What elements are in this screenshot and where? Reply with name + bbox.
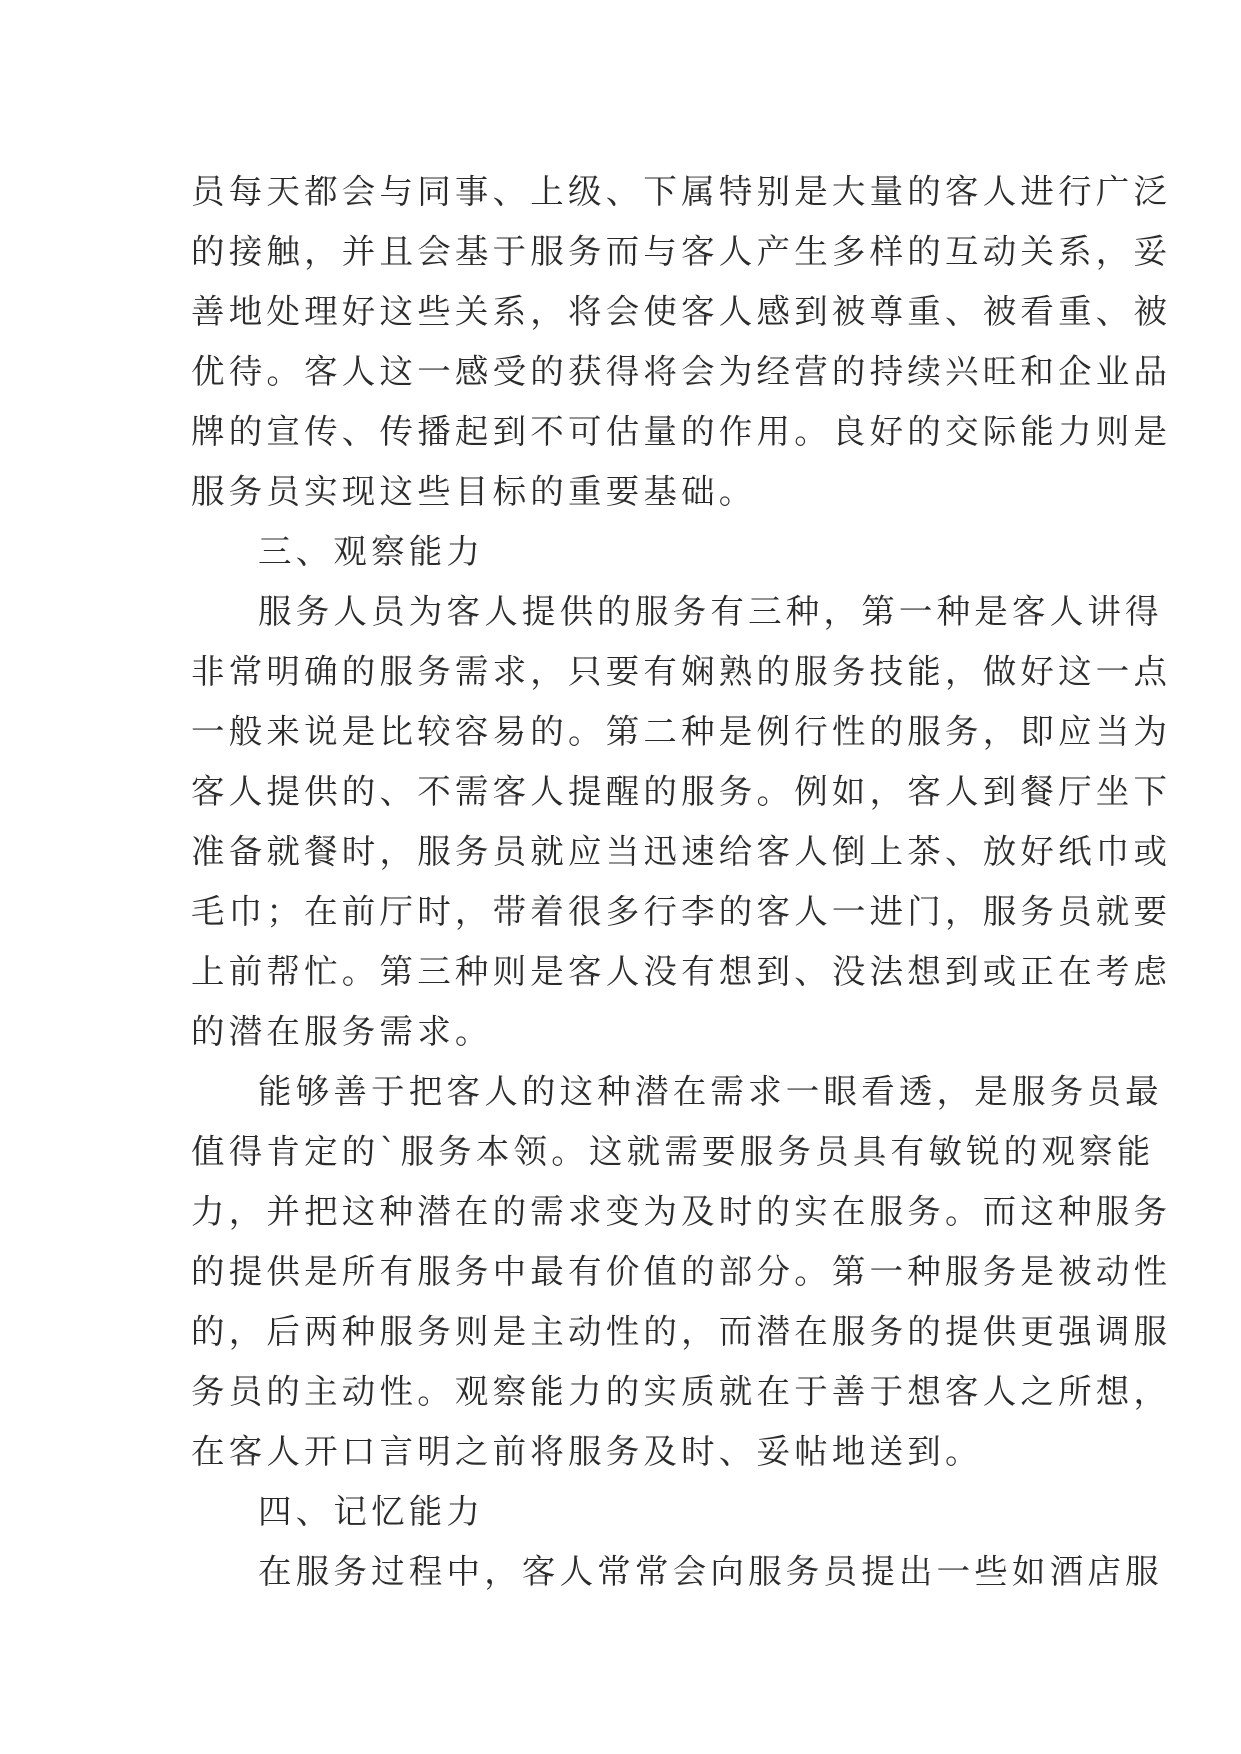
text-line: 客人提供的、不需客人提醒的服务。例如，客人到餐厅坐下 bbox=[191, 772, 1172, 811]
text-line: 的潜在服务需求。 bbox=[191, 1012, 493, 1051]
text-line: 的接触，并且会基于服务而与客人产生多样的互动关系，妥 bbox=[191, 232, 1172, 271]
text-line: 服务人员为客人提供的服务有三种，第一种是客人讲得 bbox=[258, 592, 1163, 631]
text-line: 善地处理好这些关系，将会使客人感到被尊重、被看重、被 bbox=[191, 292, 1172, 331]
text-line: 一般来说是比较容易的。第二种是例行性的服务，即应当为 bbox=[191, 712, 1172, 751]
text-line: 的提供是所有服务中最有价值的部分。第一种服务是被动性 bbox=[191, 1252, 1172, 1291]
text-line: 非常明确的服务需求，只要有娴熟的服务技能，做好这一点 bbox=[191, 652, 1172, 691]
text-line: 在服务过程中，客人常常会向服务员提出一些如酒店服 bbox=[258, 1552, 1163, 1591]
text-line: 准备就餐时，服务员就应当迅速给客人倒上茶、放好纸巾或 bbox=[191, 832, 1172, 871]
text-line: 优待。客人这一感受的获得将会为经营的持续兴旺和企业品 bbox=[191, 352, 1172, 391]
document-body bbox=[191, 162, 1172, 1602]
section-heading: 三、观察能力 bbox=[258, 532, 485, 571]
text-line: 服务员实现这些目标的重要基础。 bbox=[191, 472, 757, 511]
text-line: 上前帮忙。第三种则是客人没有想到、没法想到或正在考虑 bbox=[191, 952, 1172, 991]
text-line: 员每天都会与同事、上级、下属特别是大量的客人进行广泛 bbox=[191, 172, 1172, 211]
text-line: 牌的宣传、传播起到不可估量的作用。良好的交际能力则是 bbox=[191, 412, 1172, 451]
text-line: 务员的主动性。观察能力的实质就在于善于想客人之所想， bbox=[191, 1372, 1172, 1411]
text-line: 的，后两种服务则是主动性的，而潜在服务的提供更强调服 bbox=[191, 1312, 1172, 1351]
text-line: 毛巾；在前厅时，带着很多行李的客人一进门，服务员就要 bbox=[191, 892, 1172, 931]
text-line: 力，并把这种潜在的需求变为及时的实在服务。而这种服务 bbox=[191, 1192, 1172, 1231]
section-heading: 四、记忆能力 bbox=[258, 1492, 485, 1531]
text-line: 能够善于把客人的这种潜在需求一眼看透，是服务员最 bbox=[258, 1072, 1163, 1111]
text-line: 在客人开口言明之前将服务及时、妥帖地送到。 bbox=[191, 1432, 983, 1471]
text-line: 值得肯定的`服务本领。这就需要服务员具有敏锐的观察能 bbox=[191, 1132, 1155, 1171]
